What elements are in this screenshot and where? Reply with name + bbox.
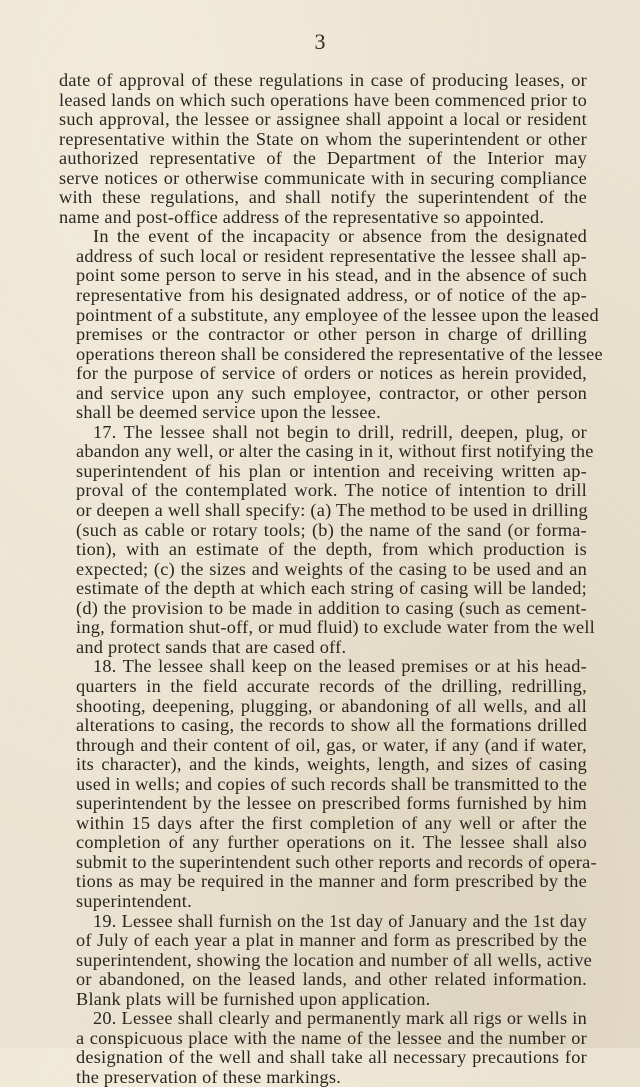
page-number: 3 <box>314 29 326 54</box>
text-line: of July of each year a plat in manner and form as prescribed by the <box>76 930 587 951</box>
text-line: alterations to casing, the records to show all the formations drilled <box>76 715 587 736</box>
text-line: the preservation of these markings. <box>76 1066 342 1087</box>
paragraph-section-18 <box>59 656 597 911</box>
text-line: 20. Lessee shall clearly and permanently mark all rigs or wells in <box>93 1008 587 1029</box>
text-line: (such as cable or rotary tools; (b) the name of the sand (or forma- <box>76 519 587 540</box>
text-line: for the purpose of service of orders or notices as herein provided, <box>76 363 587 384</box>
text-line: serve notices or otherwise communicate with in securing compliance <box>59 167 587 188</box>
text-line: shall be deemed service upon the lessee. <box>76 402 381 423</box>
text-line: ing, formation shut-off, or mud fluid) to exclude water from the well <box>76 617 596 638</box>
text-line: used in wells; and copies of such records shall be transmitted to the <box>76 773 587 794</box>
text-line: 17. The lessee shall not begin to drill, redrill, deepen, plug, or <box>93 421 587 442</box>
text-line: In the event of the incapacity or absence from the designated <box>93 226 587 247</box>
text-line: pointment of a substitute, any employee of the lessee upon the leased <box>76 304 599 325</box>
text-line: and service upon any such employee, contractor, or other person <box>76 382 587 403</box>
text-line: such approval, the lessee or assignee shall appoint a local or resident <box>59 109 587 130</box>
text-line: tion), with an estimate of the depth, from which production is <box>76 539 587 560</box>
text-line: with these regulations, and shall notify the superintendent of the <box>59 187 587 208</box>
text-line: representative from his designated address, or of notice of the ap- <box>76 285 587 306</box>
text-line: its character), and the kinds, weights, length, and sizes of casing <box>76 754 587 775</box>
text-line: superintendent, showing the location and number of all wells, active <box>76 949 593 970</box>
text-line: leased lands on which such operations have been commenced prior to <box>59 89 587 110</box>
text-line: quarters in the field accurate records of the drilling, redrilling, <box>76 675 587 696</box>
text-line: address of such local or resident representative the lessee shall ap- <box>76 245 587 266</box>
paragraph-section-20 <box>59 1009 587 1087</box>
text-line: date of approval of these regulations in case of producing leases, or <box>59 70 587 90</box>
text-line: Blank plats will be furnished upon application. <box>76 988 431 1009</box>
text-line: or deepen a well shall specify: (a) The method to be used in drilling <box>76 500 588 521</box>
text-line: tions as may be required in the manner and form prescribed by the <box>76 871 587 892</box>
paragraph-section-17 <box>59 421 596 658</box>
paragraph-section-19 <box>59 910 593 1010</box>
text-line: premises or the contractor or other person in charge of drilling <box>76 324 587 345</box>
text-line: (d) the provision to be made in addition to casing (such as cement- <box>76 597 587 618</box>
text-line: proval of the contemplated work. The notice of intention to drill <box>76 480 587 501</box>
text-line: superintendent of his plan or intention and receiving written ap- <box>76 460 587 481</box>
paragraph-incapacity-or-absence <box>59 226 603 423</box>
text-line: authorized representative of the Department of the Interior may <box>59 148 587 169</box>
text-line: point some person to serve in his stead, and in the absence of such <box>76 265 587 286</box>
text-line: representative within the State on whom the superintendent or other <box>59 128 587 149</box>
text-line: 19. Lessee shall furnish on the 1st day of January and the 1st day <box>93 910 587 931</box>
text-line: operations thereon shall be considered the representative of the lessee <box>76 343 603 364</box>
text-line: designation of the well and shall take all necessary precautions for <box>76 1047 587 1068</box>
document-body <box>59 70 603 1087</box>
text-line: 18. The lessee shall keep on the leased premises or at his head- <box>93 656 587 677</box>
text-line: name and post-office address of the representative so appointed. <box>59 206 545 227</box>
text-line: shooting, deepening, plugging, or abandoning of all wells, and all <box>76 695 587 716</box>
text-line: within 15 days after the first completion of any well or after the <box>76 812 587 833</box>
text-line: superintendent by the lessee on prescribed forms furnished by him <box>76 793 587 814</box>
text-line: a conspicuous place with the name of the lessee and the number or <box>76 1027 587 1048</box>
text-line: through and their content of oil, gas, or water, if any (and if water, <box>76 734 587 755</box>
text-line: estimate of the depth at which each string of casing will be landed; <box>76 578 587 599</box>
text-line: abandon any well, or alter the casing in it, without first notifying the <box>76 441 594 462</box>
text-line: or abandoned, on the leased lands, and other related information. <box>76 969 587 990</box>
text-line: and protect sands that are cased off. <box>76 636 347 657</box>
text-line: completion of any further operations on it. The lessee shall also <box>76 832 587 853</box>
paragraph-representative-appointment <box>59 71 587 227</box>
text-line: expected; (c) the sizes and weights of the casing to be used and an <box>76 558 587 579</box>
text-line: submit to the superintendent such other reports and records of opera- <box>76 851 597 872</box>
text-line: superintendent. <box>76 890 192 911</box>
